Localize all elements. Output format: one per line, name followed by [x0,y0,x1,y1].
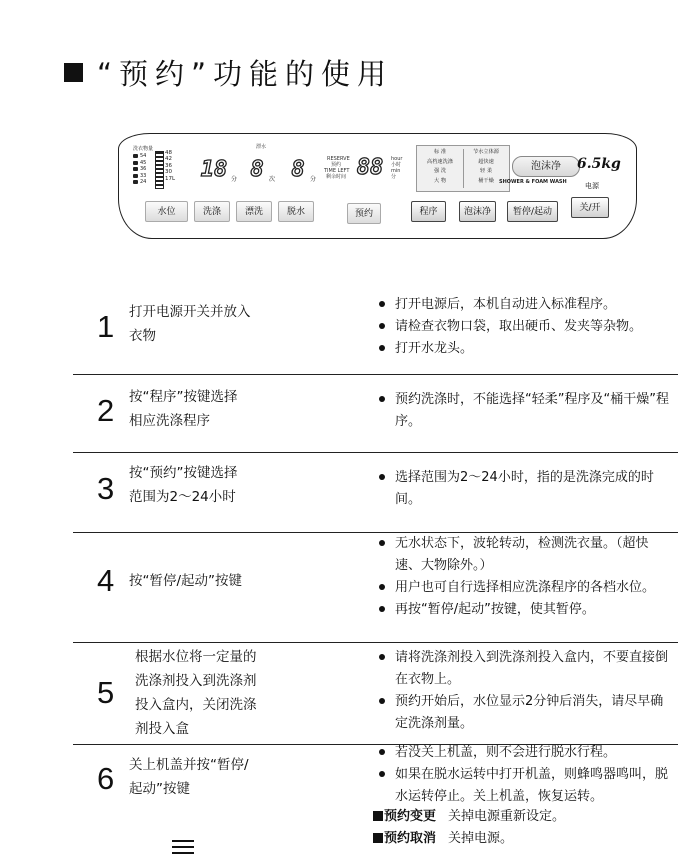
level-value: 54 [140,153,147,160]
step-action: 按“程序”按键选择 相应洗涤程序 [129,389,238,429]
note-item: 预约洗涤时，不能选择“轻柔”程序及“桶干燥”程序。 [373,389,673,433]
step-number: 6 [97,761,115,796]
program-option: 标 准 [433,149,447,155]
program-list [416,145,510,192]
step-notes [373,533,673,621]
spin-time-display: 8 [291,157,305,182]
step-notes [373,294,673,360]
water-level-indicator [133,145,153,186]
step-number: 3 [97,471,115,506]
power-button[interactable]: 关/开 [571,197,609,218]
power-label: 电源 [585,182,599,190]
step-row [73,533,678,643]
note-item: 如果在脱水运转中打开机盖，则蜂鸣器鸣叫，脱水运转停止。关上机盖，恢复运转。 [373,764,673,808]
pause-start-button[interactable]: 暂停/起动 [507,201,558,222]
foam-wash-badge: 泡沫净 [512,156,580,177]
program-button[interactable]: 程序 [411,201,446,222]
reserve-time-display: 88 [356,155,384,180]
wash-time-display: 18 [200,157,228,182]
reserve-tag: RESERVE [327,156,350,162]
reserve-button[interactable]: 预约 [347,203,381,224]
note-item: 再按“暂停/起动”按键，使其暂停。 [373,599,673,621]
equals-icon [172,840,194,856]
water-level-button[interactable]: 水位 [145,201,188,222]
step-notes [373,647,673,735]
step-action: 按“预约”按键选择 范围为2～24小时 [129,465,238,505]
capacity-label: 6.5kg [577,156,621,172]
rinse-button[interactable]: 漂洗 [236,201,272,222]
foam-wash-english: SHOWER & FOAM WASH [499,179,567,185]
step-action: 打开电源开关并放入 衣物 [129,304,251,344]
control-panel: 洗衣物量 54 45 36 33 24 48 42 36 30 17L 18 分 漂水 8 次 8 分 RESERVE 预约 TIME LEFT 剩余时间 88 hour 小时 min 分 标 准 高档速洗涤 强 洗 大 物 节水立体源 超快速 轻 柔 桶干燥 泡沫净 SHOWER & FOAM WASH 6.5kg 电源 水位 洗涤 漂洗 脱水 预约 程序 泡沫净 暂停/起动 关/开 [118,133,637,239]
step-number: 2 [97,393,115,428]
water-level-label: 洗衣物量 [133,146,154,152]
foam-wash-button[interactable]: 泡沫净 [459,201,496,222]
note-item: 若没关上机盖，则不会进行脱水行程。 [373,742,673,764]
program-option: 超快速 [478,158,494,165]
program-option: 轻 柔 [479,168,493,174]
steps-list [73,279,678,865]
note-item: 用户也可自行选择相应洗涤程序的各档水位。 [373,577,673,599]
water-level-bar-icon [155,151,164,189]
note-item: 请将洗涤剂投入到洗涤剂投入盒内，不要直接倒在衣物上。 [373,647,673,691]
program-option: 大 物 [433,177,447,184]
reservation-cancel-note: 预约取消 关掉电源。 [373,828,673,850]
note-item: 打开水龙头。 [373,338,673,360]
step-row [73,279,678,375]
program-option: 桶干燥 [478,177,494,184]
step-row [73,745,678,865]
level-value: 36 [140,166,147,173]
step-notes [373,389,673,433]
note-item: 打开电源后，本机自动进入标准程序。 [373,294,673,316]
program-option: 高档速洗涤 [427,158,453,165]
program-option: 节水立体源 [473,149,499,155]
step-action: 根据水位将一定量的 洗涤剂投入到洗涤剂 投入盒内，关闭洗涤 剂投入盒 [135,649,257,737]
step-row [73,453,678,533]
rinse-count-display: 8 [250,157,264,182]
step-number: 5 [97,675,115,710]
level-value: 24 [140,179,147,186]
reservation-change-note: 预约变更 关掉电源重新设定。 [373,806,673,828]
title-square-marker [64,63,83,82]
step-action: 按“暂停/起动”按键 [129,573,243,589]
step-row [73,643,678,745]
step-number: 4 [97,563,115,598]
step-row [73,375,678,453]
note-item: 请检查衣物口袋，取出硬币、发夹等杂物。 [373,316,673,338]
wash-button[interactable]: 洗涤 [194,201,230,222]
program-option: 强 洗 [433,168,447,174]
note-item: 预约开始后，水位显示2分钟后消失，请尽早确定洗涤剂量。 [373,691,673,735]
note-item: 选择范围为2～24小时，指的是洗涤完成的时间。 [373,467,673,511]
level-value: 45 [140,159,147,166]
reservation-notes [373,806,673,850]
spin-button[interactable]: 脱水 [278,201,314,222]
step-number: 1 [97,309,115,344]
step-notes [373,467,673,511]
step-notes [373,742,673,808]
step-action: 关上机盖并按“暂停/ 起动”按键 [129,757,249,797]
volume-scale: 48 42 36 30 17L [165,150,176,182]
level-value: 33 [140,172,147,179]
page-title: “预约”功能的使用 [64,52,393,93]
note-item: 无水状态下，波轮转动，检测洗衣量。（超快速、大物除外。） [373,533,673,577]
